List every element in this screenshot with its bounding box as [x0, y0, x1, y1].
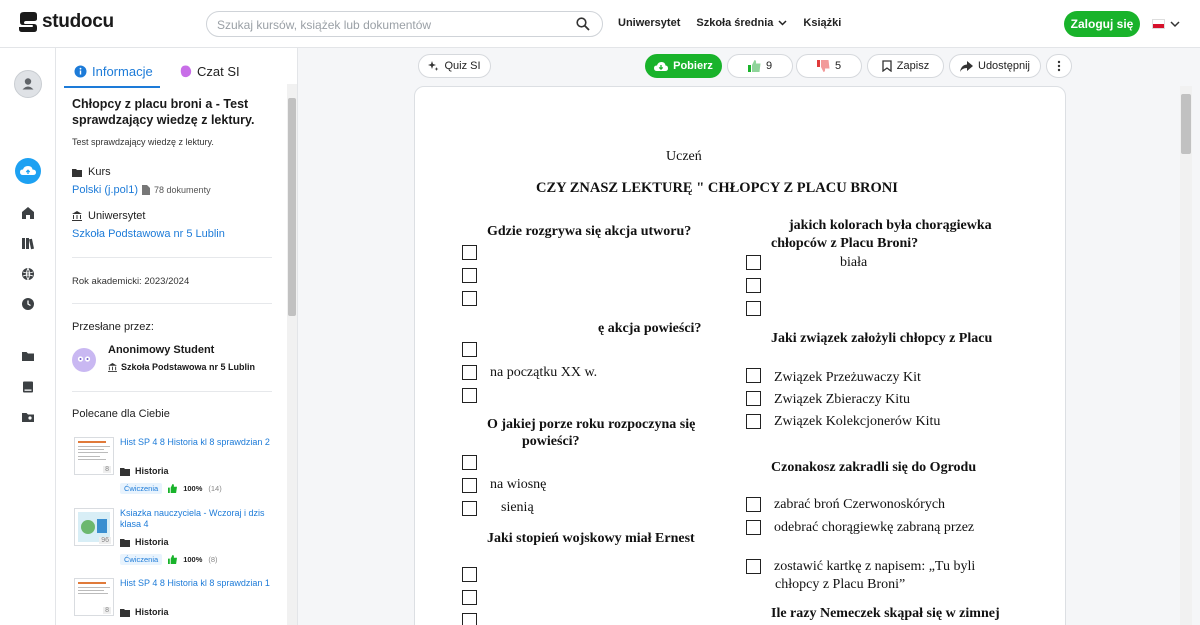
category-label: Historia [135, 607, 169, 617]
university-link[interactable]: Szkoła Podstawowa nr 5 Lublin [72, 228, 225, 240]
checkbox[interactable] [462, 478, 477, 493]
category-folder-icon [120, 608, 130, 617]
answer-option: zabrać broń Czerwonoskórych [774, 497, 946, 512]
course-doc-count: 78 dokumenty [154, 185, 211, 195]
answer-option: Związek Przeżuwaczy Kit [774, 370, 921, 385]
category-folder-icon [120, 467, 130, 476]
login-button[interactable]: Zaloguj się [1064, 11, 1140, 37]
info-panel [56, 48, 298, 625]
type-badge: Ćwiczenia [120, 554, 162, 565]
panel-tabs [64, 60, 284, 88]
student-field-label: Uczeń [666, 149, 702, 164]
course-folder-icon [72, 168, 82, 177]
checkbox[interactable] [746, 255, 761, 270]
course-link[interactable]: Polski (j.pol1) [72, 184, 139, 196]
recommended-item[interactable] [72, 437, 272, 497]
dislike-count: 5 [834, 60, 842, 72]
recommended-title-link[interactable]: Hist SP 4 8 Historia kl 8 sprawdzian 2 [120, 437, 270, 447]
university-label: Uniwersytet [88, 210, 146, 222]
checkbox[interactable] [462, 365, 477, 380]
document-scrollbar-thumb[interactable] [1181, 94, 1191, 154]
tab-czat-si-label: Czat SI [197, 64, 240, 79]
user-avatar[interactable] [14, 70, 42, 98]
logo-text: studocu [42, 11, 114, 32]
share-label: Udostępnij [978, 60, 1030, 72]
checkbox[interactable] [462, 388, 477, 403]
more-options-button[interactable] [1046, 54, 1072, 78]
share-button[interactable] [949, 54, 1041, 78]
checkbox[interactable] [746, 278, 761, 293]
dislike-button[interactable] [796, 54, 862, 78]
download-button[interactable] [645, 54, 722, 78]
type-badge: Ćwiczenia [120, 483, 162, 494]
question-r4: Ile razy Nemeczek skąpał się w zimnej [771, 606, 1000, 621]
search-box[interactable] [206, 11, 603, 37]
page-count: 8 [105, 466, 109, 473]
answer-option: Związek Zbieraczy Kitu [774, 392, 911, 407]
school-icon [108, 363, 117, 372]
checkbox[interactable] [746, 497, 761, 512]
rating-count: (14) [208, 484, 222, 493]
globe-icon[interactable] [19, 265, 37, 283]
user-icon [15, 71, 41, 97]
answer-option: na wiosnę [490, 477, 547, 492]
student-avatar[interactable] [72, 348, 96, 372]
category-folder-icon [120, 538, 130, 547]
academic-year: Rok akademicki: 2023/2024 [72, 276, 190, 287]
tag-row [120, 483, 222, 494]
more-vertical-icon [1057, 60, 1061, 72]
tab-informacje-label: Informacje [92, 64, 153, 79]
university-label-row [72, 210, 145, 222]
checkbox[interactable] [462, 245, 477, 260]
course-label: Kurs [88, 166, 111, 178]
left-rail [0, 48, 56, 625]
search-input[interactable] [217, 16, 567, 33]
checkbox[interactable] [462, 613, 477, 625]
checkbox[interactable] [462, 501, 477, 516]
recommended-title-link[interactable]: Ksiazka nauczyciela - Wczoraj i dzis klasa 4 [120, 508, 265, 529]
search-icon[interactable] [576, 17, 590, 31]
thumbs-up-icon [168, 555, 177, 564]
nav-books[interactable]: Książki [803, 17, 842, 29]
folder-icon[interactable] [19, 347, 37, 365]
bookmark-icon [882, 60, 892, 72]
home-icon[interactable] [19, 204, 37, 222]
checkbox[interactable] [462, 291, 477, 306]
tab-informacje[interactable] [74, 64, 153, 79]
save-label: Zapisz [896, 60, 930, 72]
sparkle-icon [428, 61, 439, 72]
studocu-logo[interactable] [18, 11, 114, 33]
category-row [120, 607, 169, 617]
page-count: 8 [105, 607, 109, 614]
recommended-title: Polecane dla Ciebie [72, 408, 170, 420]
answer-option: sienią [501, 500, 534, 515]
clock-icon[interactable] [19, 295, 37, 313]
ai-chat-icon [180, 65, 192, 78]
save-button[interactable] [867, 54, 944, 78]
question-r2: Jaki związek założyli chłopcy z Placu [771, 331, 993, 346]
worksheet-title: CZY ZNASZ LEKTURĘ " CHŁOPCY Z PLACU BRONI [536, 180, 898, 196]
recommended-title-link[interactable]: Hist SP 4 8 Historia kl 8 sprawdzian 1 [120, 578, 270, 588]
student-school-row [108, 362, 255, 372]
rating-count: (8) [208, 555, 218, 564]
tag-row [120, 554, 218, 565]
checkbox[interactable] [746, 520, 761, 535]
info-icon [74, 65, 87, 78]
language-chevron-icon[interactable] [1170, 19, 1180, 29]
checkbox[interactable] [746, 559, 761, 574]
recommended-item[interactable] [72, 508, 272, 568]
thumbs-up-icon [748, 60, 761, 72]
library-icon[interactable] [19, 234, 37, 252]
course-row [72, 184, 211, 196]
nav-high-school-label: Szkoła średnia [696, 17, 774, 29]
document-thumbnail [74, 508, 114, 546]
rating-percent: 100% [183, 555, 203, 564]
quiz-ai-button[interactable] [418, 54, 491, 78]
tab-czat-si[interactable] [180, 64, 240, 79]
rating-percent: 100% [183, 484, 203, 493]
top-nav [618, 17, 841, 29]
nav-high-school[interactable] [696, 17, 787, 29]
checkbox[interactable] [462, 590, 477, 605]
answer-option: odebrać chorągiewkę zabraną przez [774, 520, 975, 535]
checkbox[interactable] [746, 391, 761, 406]
document-thumbnail [74, 437, 114, 475]
answer-option: biała [840, 255, 868, 270]
page-count: 96 [101, 537, 109, 544]
polish-flag-icon[interactable] [1152, 19, 1165, 29]
answer-option-cont: chłopcy z Placu Broni” [775, 577, 906, 592]
question-2: ę akcja powieści? [598, 321, 702, 336]
book-icon[interactable] [19, 378, 37, 396]
cloud-upload-icon [15, 158, 41, 184]
checkbox[interactable] [462, 268, 477, 283]
checkbox[interactable] [462, 455, 477, 470]
recommended-item[interactable] [72, 578, 272, 625]
question-1: Gdzie rozgrywa się akcja utworu? [487, 224, 692, 239]
answer-option: na początku XX w. [490, 365, 598, 380]
category-label: Historia [135, 466, 169, 476]
divider [72, 257, 272, 258]
checkbox[interactable] [462, 342, 477, 357]
logo-mark-icon [18, 11, 38, 33]
question-r1-cont: chłopców z Placu Broni? [771, 236, 919, 251]
like-count: 9 [765, 60, 773, 72]
document-title: Chłopcy z placu broni a - Test sprawdzający wiedzę z lektury. [72, 97, 255, 127]
checkbox[interactable] [746, 368, 761, 383]
checkbox[interactable] [746, 301, 761, 316]
document-page [414, 86, 1066, 625]
upload-button[interactable] [15, 158, 41, 184]
panel-scrollbar-thumb[interactable] [288, 98, 296, 316]
student-school: Szkoła Podstawowa nr 5 Lublin [121, 362, 256, 372]
document-subtitle: Test sprawdzający wiedzę z lektury. [72, 137, 214, 147]
document-scrollbar[interactable] [1180, 86, 1192, 625]
question-r1: jakich kolorach była chorągiewka [789, 218, 992, 233]
document-thumbnail [74, 578, 114, 616]
cloud-download-icon [654, 61, 668, 72]
checkbox[interactable] [462, 567, 477, 582]
share-icon [960, 61, 973, 72]
document-count-icon [142, 185, 150, 195]
question-r3: Czonakosz zakradli się do Ogrodu [771, 460, 977, 475]
university-icon [72, 211, 82, 221]
category-row [120, 466, 169, 476]
category-label: Historia [135, 537, 169, 547]
student-face-icon [72, 348, 96, 372]
thumbs-up-icon [168, 484, 177, 493]
checkbox[interactable] [746, 414, 761, 429]
active-tab-indicator [64, 86, 160, 88]
uploaded-by-label: Przesłane przez: [72, 321, 154, 333]
shared-folder-icon[interactable] [19, 408, 37, 426]
question-4: Jaki stopień wojskowy miał Ernest [487, 531, 695, 546]
divider [72, 303, 272, 304]
download-label: Pobierz [673, 60, 713, 72]
answer-option: zostawić kartkę z napisem: „Tu byli [774, 559, 976, 574]
question-3: O jakiej porze roku rozpoczyna się [487, 417, 696, 432]
chevron-down-icon [778, 20, 787, 26]
category-row [120, 537, 169, 547]
question-3-cont: powieści? [522, 434, 580, 449]
answer-option: Związek Kolekcjonerów Kitu [774, 414, 941, 429]
like-button[interactable] [727, 54, 793, 78]
top-header [0, 0, 1200, 48]
thumbs-down-icon [817, 60, 830, 72]
student-name[interactable]: Anonimowy Student [108, 344, 215, 356]
divider [72, 391, 272, 392]
quiz-ai-label: Quiz SI [444, 60, 481, 72]
nav-university[interactable]: Uniwersytet [618, 17, 681, 29]
course-label-row [72, 166, 111, 178]
